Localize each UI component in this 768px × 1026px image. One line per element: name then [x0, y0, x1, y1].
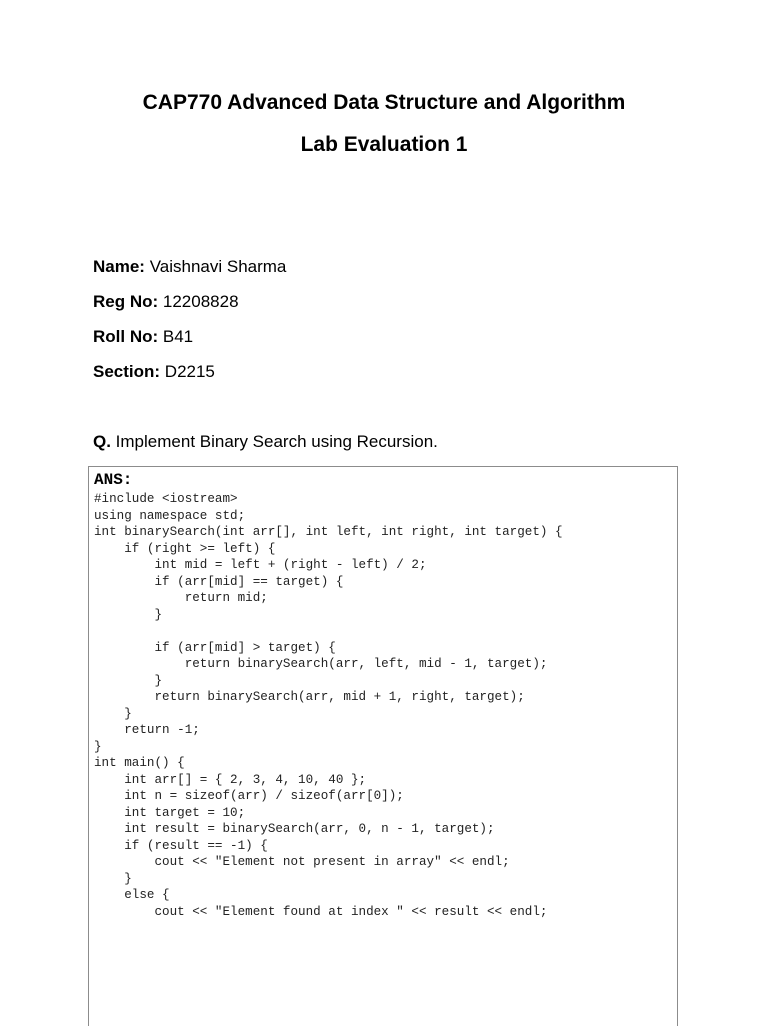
code-block [94, 491, 563, 920]
name-label: Name: [93, 257, 145, 276]
code-line: int binarySearch(int arr[], int left, int right, int target) { [94, 525, 563, 539]
code-line: } [94, 739, 102, 754]
student-section-row [93, 361, 215, 383]
student-name-row [93, 256, 286, 278]
question-text: Implement Binary Search using Recursion. [110, 432, 438, 451]
section-value: D2215 [160, 362, 215, 381]
code-line: return mid; [94, 591, 268, 605]
code-line: cout << "Element not present in array" << endl; [94, 855, 510, 869]
student-roll-row [93, 326, 193, 348]
code-line: } [94, 871, 132, 886]
roll-label: Roll No: [93, 327, 159, 346]
code-line: } [94, 706, 132, 721]
code-line: int n = sizeof(arr) / sizeof(arr[0]); [94, 789, 404, 803]
section-label: Section: [93, 362, 161, 381]
code-line: if (arr[mid] > target) { [94, 640, 336, 655]
code-line: } [94, 607, 163, 622]
code-line: if (right >= left) { [94, 541, 276, 556]
code-line: if (result == -1) { [94, 838, 268, 853]
code-line: return binarySearch(arr, mid + 1, right, target); [94, 690, 525, 704]
code-line: } [94, 673, 163, 688]
answer-label: ANS: [94, 471, 133, 489]
code-line: return binarySearch(arr, left, mid - 1, target); [94, 657, 548, 671]
code-line [94, 623, 563, 640]
reg-value: 12208828 [158, 292, 239, 311]
reg-label: Reg No: [93, 292, 159, 311]
question-row [93, 431, 438, 453]
code-line: int main() { [94, 756, 185, 770]
document-title: CAP770 Advanced Data Structure and Algorithm [142, 91, 626, 114]
code-line: using namespace std; [94, 508, 246, 523]
code-line: int target = 10; [94, 805, 246, 820]
code-line: if (arr[mid] == target) { [94, 574, 344, 589]
code-line: cout << "Element found at index " << result << endl; [94, 904, 548, 919]
code-line: return -1; [94, 723, 200, 737]
name-value: Vaishnavi Sharma [144, 257, 287, 276]
roll-value: B41 [158, 327, 194, 346]
code-line: else { [94, 888, 170, 902]
student-reg-row [93, 291, 239, 313]
answer-code-box [88, 466, 678, 1026]
code-line: int result = binarySearch(arr, 0, n - 1, target); [94, 822, 495, 836]
document-subtitle: Lab Evaluation 1 [300, 133, 468, 156]
code-line: int arr[] = { 2, 3, 4, 10, 40 }; [94, 772, 367, 787]
code-line: #include <iostream> [94, 492, 238, 506]
question-label: Q. [93, 432, 111, 451]
code-line: int mid = left + (right - left) / 2; [94, 558, 427, 572]
